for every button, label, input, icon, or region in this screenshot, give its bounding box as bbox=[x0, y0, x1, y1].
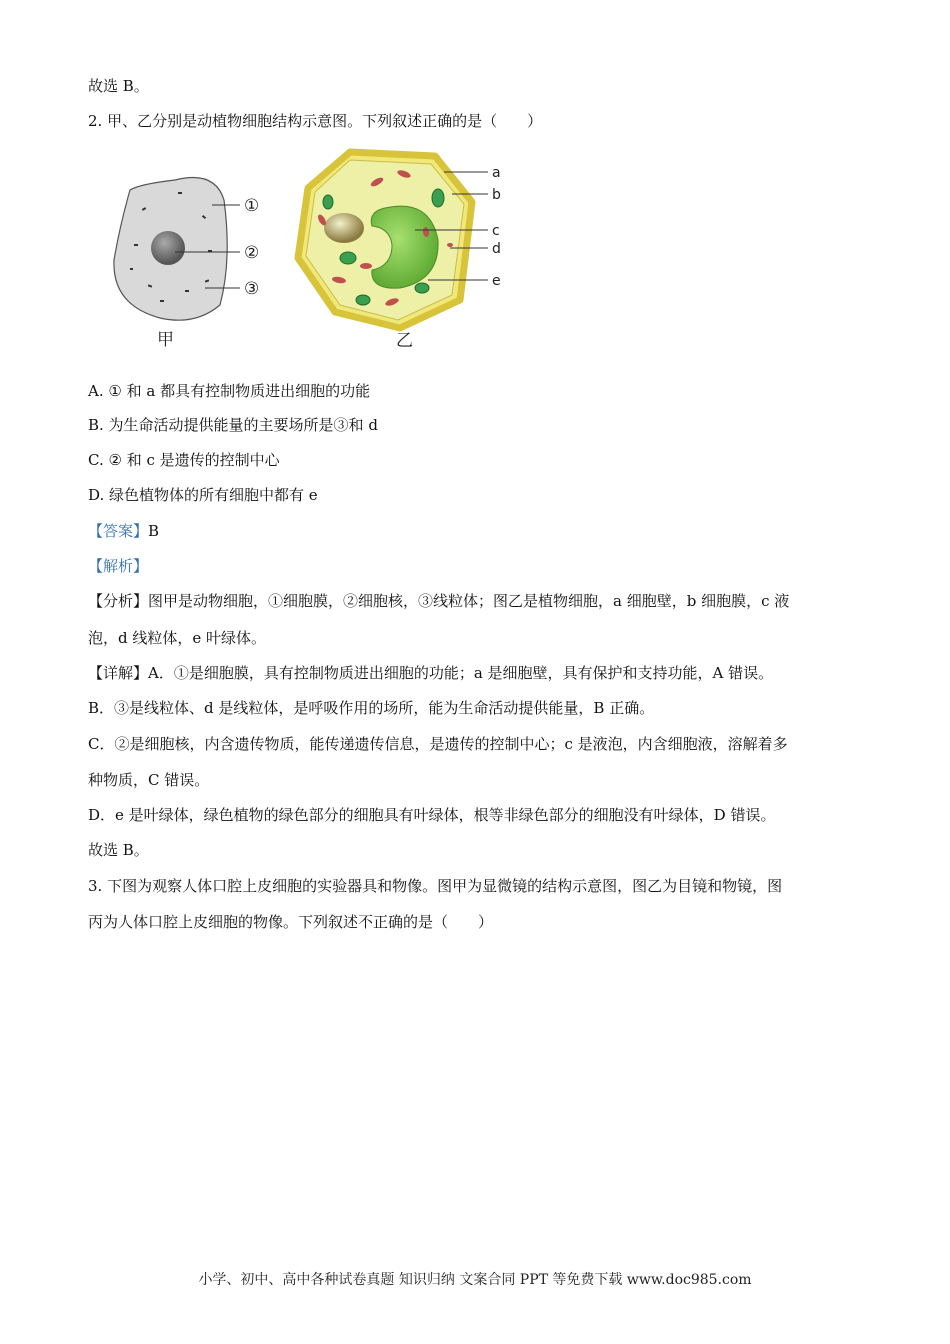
answer-line bbox=[88, 521, 159, 541]
detail-d: D．e 是叶绿体，绿色植物的绿色部分的细胞具有叶绿体，根等非绿色部分的细胞没有叶绿体，D 错误。 bbox=[88, 806, 776, 824]
detail-a: 【详解】A．①是细胞膜，具有控制物质进出细胞的功能；a 是细胞壁，具有保护和支持功能，A 错误。 bbox=[88, 664, 774, 682]
cell-diagram bbox=[100, 140, 530, 355]
animal-nucleus bbox=[151, 231, 185, 265]
conclusion-line-2: 故选 B。 bbox=[88, 841, 149, 859]
animal-cell-label: 甲 bbox=[157, 330, 174, 350]
plant-nucleus bbox=[324, 213, 364, 243]
page-footer: 小学、初中、高中各种试卷真题 知识归纳 文案合同 PPT 等免费下载 www.doc985.com bbox=[198, 1272, 752, 1288]
plant-mark-a: a bbox=[492, 165, 501, 181]
conclusion-line: 故选 B。 bbox=[88, 77, 149, 95]
question-3-stem-2: 丙为人体口腔上皮细胞的物像。下列叙述不正确的是（ ） bbox=[88, 913, 494, 931]
option-c: C. ② 和 c 是遗传的控制中心 bbox=[88, 451, 280, 469]
animal-mark-2: ② bbox=[244, 243, 260, 263]
option-d: D. 绿色植物体的所有细胞中都有 e bbox=[88, 486, 318, 504]
question-3-stem-1: 3. 下图为观察人体口腔上皮细胞的实验器具和物像。图甲为显微镜的结构示意图，图乙为目镜和物镜，图 bbox=[88, 877, 783, 895]
cell-diagram-figure bbox=[100, 140, 530, 355]
detail-b: B．③是线粒体、d 是线粒体，是呼吸作用的场所，能为生命活动提供能量，B 正确。 bbox=[88, 699, 655, 717]
plant-mark-e: e bbox=[492, 273, 501, 289]
answer-value: B bbox=[148, 522, 160, 540]
answer-tag: 【答案】 bbox=[88, 522, 149, 540]
plant-mark-d: d bbox=[492, 241, 501, 257]
plant-mark-c: c bbox=[492, 223, 500, 239]
animal-mark-3: ③ bbox=[244, 279, 260, 299]
detail-c-2: 种物质，C 错误。 bbox=[88, 771, 210, 789]
animal-mark-1: ① bbox=[244, 196, 260, 216]
question-2-stem: 2. 甲、乙分别是动植物细胞结构示意图。下列叙述正确的是（ ） bbox=[88, 112, 543, 130]
option-a: A. ① 和 a 都具有控制物质进出细胞的功能 bbox=[88, 382, 371, 400]
plant-mark-b: b bbox=[492, 187, 501, 203]
analysis-line-1: 【分析】图甲是动物细胞，①细胞膜，②细胞核，③线粒体；图乙是植物细胞，a 细胞壁，b 细胞膜，c 液 bbox=[88, 592, 790, 610]
option-b: B. 为生命活动提供能量的主要场所是③和 d bbox=[88, 416, 378, 434]
analysis-line-2: 泡，d 线粒体，e 叶绿体。 bbox=[88, 629, 267, 647]
detail-c-1: C．②是细胞核，内含遗传物质，能传递遗传信息，是遗传的控制中心；c 是液泡，内含细胞液，溶解着多 bbox=[88, 735, 788, 753]
plant-cell-label: 乙 bbox=[396, 331, 413, 351]
analysis-tag: 【解析】 bbox=[88, 557, 149, 575]
